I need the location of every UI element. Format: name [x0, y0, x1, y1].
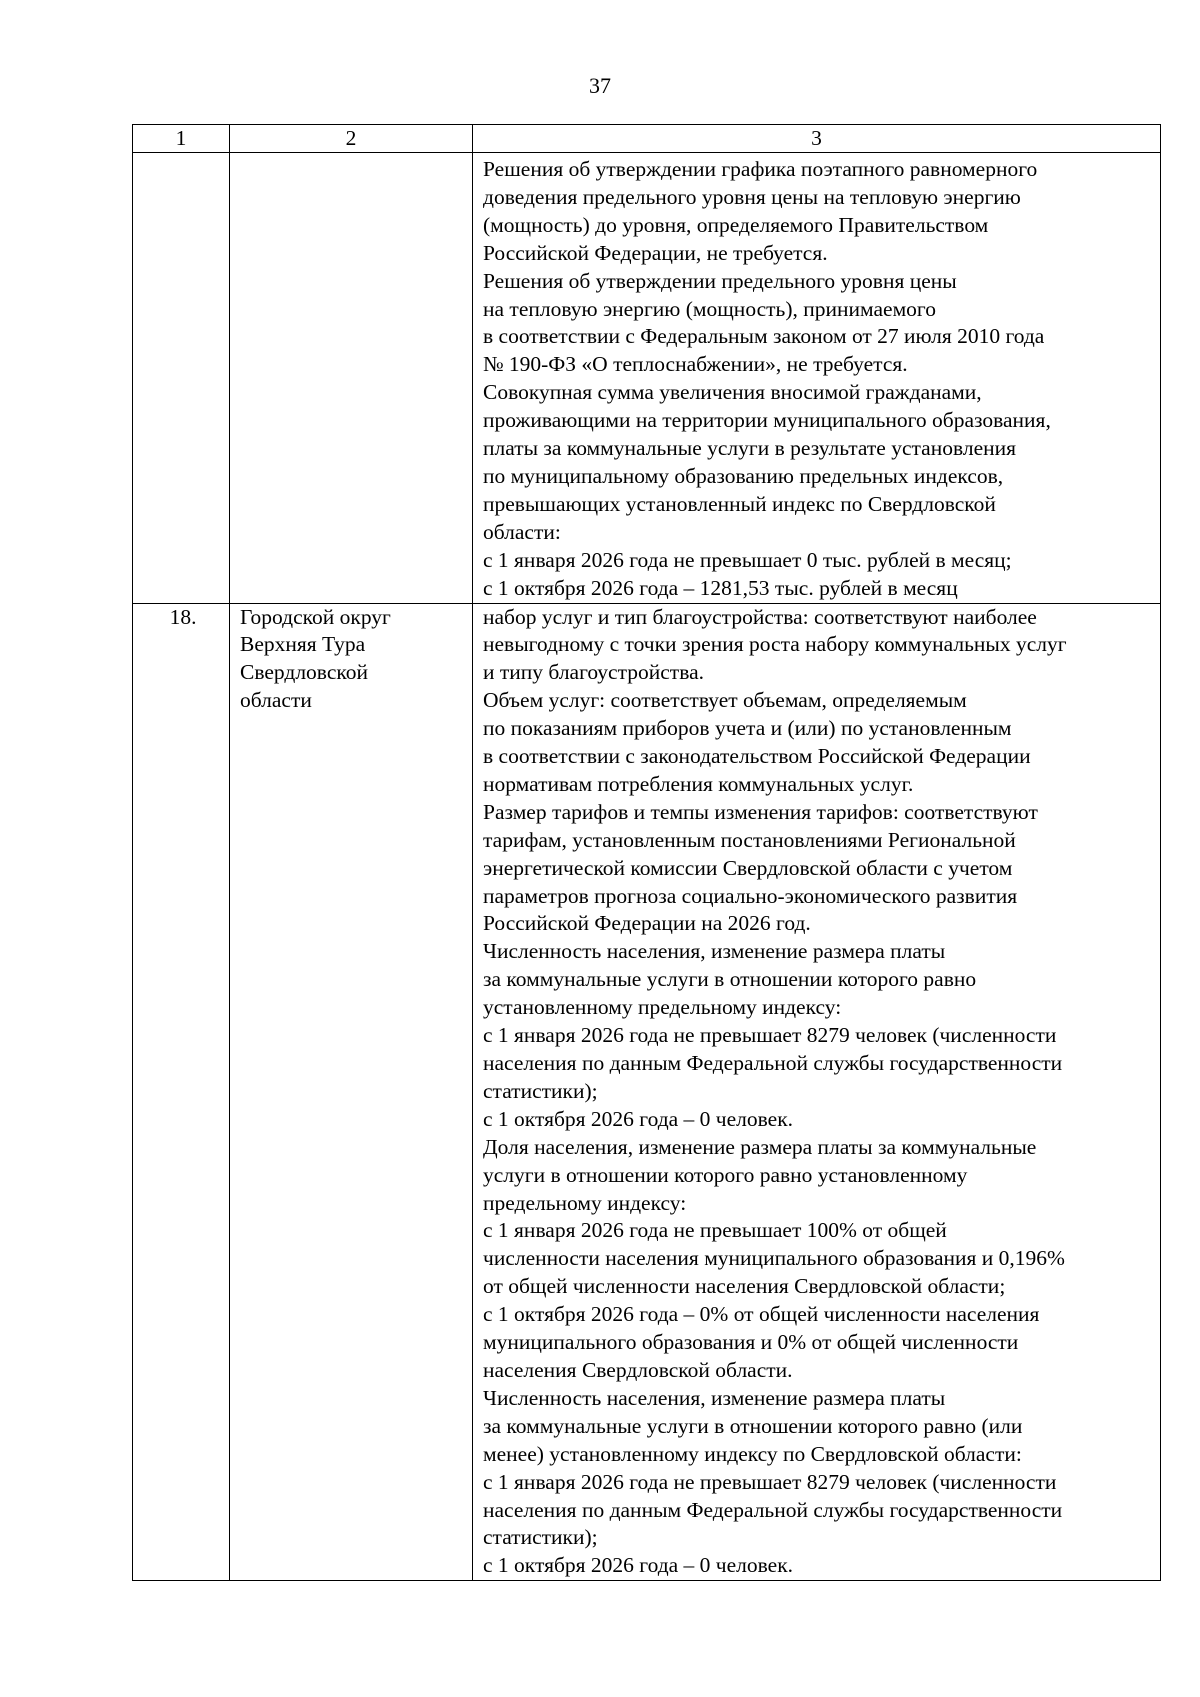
- description-line: области:: [483, 519, 561, 544]
- description-line: населения Свердловской области.: [483, 1357, 793, 1382]
- description-line: услуги в отношении которого равно установленному: [483, 1162, 968, 1187]
- page-number: 37: [589, 73, 611, 98]
- description-line: нормативам потребления коммунальных услуг.: [483, 771, 914, 796]
- column-header-2: 2: [230, 125, 473, 153]
- municipality-cell: [230, 153, 473, 604]
- description-cell: [473, 603, 1161, 1581]
- description-line: муниципального образования и 0% от общей численности: [483, 1330, 1019, 1355]
- description-line: в соответствии с законодательством Российской Федерации: [483, 744, 1031, 769]
- description-line: от общей численности населения Свердловской области;: [483, 1274, 1006, 1299]
- description-line: Размер тарифов и темпы изменения тарифов: соответствуют: [483, 799, 1038, 824]
- column-header-3: 3: [473, 125, 1161, 153]
- description-line: установленному предельному индексу:: [483, 995, 842, 1020]
- description-line: и типу благоустройства.: [483, 660, 704, 685]
- description-line: Доля населения, изменение размера платы за коммунальные: [483, 1134, 1037, 1159]
- description-line: с 1 января 2026 года не превышает 100% от общей: [483, 1218, 947, 1243]
- description-line: в соответствии с Федеральным законом от 27 июля 2010 года: [483, 324, 1045, 349]
- description-line: с 1 января 2026 года не превышает 8279 человек (численности: [483, 1469, 1057, 1494]
- description-line: Российской Федерации на 2026 год.: [483, 911, 811, 936]
- description-line: статистики);: [483, 1078, 598, 1103]
- description-line: по муниципальному образованию предельных индексов,: [483, 463, 1004, 488]
- column-header-1: 1: [133, 125, 230, 153]
- table-row: [133, 603, 1161, 1581]
- description-line: Совокупная сумма увеличения вносимой гражданами,: [483, 380, 982, 405]
- municipality-line: Свердловской: [240, 660, 368, 685]
- description-line: с 1 октября 2026 года – 0 человек.: [483, 1553, 794, 1578]
- description-line: по показаниям приборов учета и (или) по установленным: [483, 716, 1012, 741]
- description-line: платы за коммунальные услуги в результате установления: [483, 436, 1017, 461]
- description-line: Российской Федерации, не требуется.: [483, 240, 828, 265]
- description-line: на тепловую энергию (мощность), принимаемого: [483, 296, 936, 321]
- description-line: предельному индексу:: [483, 1190, 687, 1215]
- municipality-line: области: [240, 688, 312, 713]
- municipality-cell: [230, 603, 473, 1581]
- row-number-cell: [133, 153, 230, 604]
- description-line: с 1 октября 2026 года – 0% от общей численности населения: [483, 1302, 1040, 1327]
- description-line: превышающих установленный индекс по Свердловской: [483, 491, 996, 516]
- municipality-line: Городской округ: [240, 604, 391, 629]
- table-header-row: [133, 125, 1161, 153]
- municipality-line: Верхняя Тура: [240, 632, 366, 657]
- description-line: с 1 января 2026 года не превышает 0 тыс. рублей в месяц;: [483, 547, 1012, 572]
- description-line: населения по данным Федеральной службы государственности: [483, 1497, 1063, 1522]
- description-line: за коммунальные услуги в отношении которого равно: [483, 967, 977, 992]
- description-cell: [473, 153, 1161, 604]
- row-number-cell: 18.: [133, 603, 230, 1581]
- description-line: № 190-ФЗ «О теплоснабжении», не требуется.: [483, 352, 908, 377]
- description-line: Численность населения, изменение размера платы: [483, 939, 946, 964]
- description-line: с 1 октября 2026 года – 1281,53 тыс. рублей в месяц: [483, 575, 958, 600]
- description-line: тарифам, установленным постановлениями Региональной: [483, 827, 1016, 852]
- description-line: параметров прогноза социально-экономического развития: [483, 883, 1018, 908]
- description-line: Численность населения, изменение размера платы: [483, 1385, 946, 1410]
- description-line: Объем услуг: соответствует объемам, определяемым: [483, 688, 967, 713]
- description-line: набор услуг и тип благоустройства: соответствуют наиболее: [483, 604, 1037, 629]
- description-line: Решения об утверждении графика поэтапного равномерного: [483, 157, 1038, 181]
- description-line: Решения об утверждении предельного уровня цены: [483, 268, 957, 293]
- description-line: невыгодному с точки зрения роста набору коммунальных услуг: [483, 632, 1067, 657]
- description-line: доведения предельного уровня цены на тепловую энергию: [483, 184, 1021, 209]
- description-line: населения по данным Федеральной службы государственности: [483, 1051, 1063, 1075]
- description-line: (мощность) до уровня, определяемого Правительством: [483, 212, 989, 237]
- description-line: статистики);: [483, 1525, 598, 1550]
- table-row: [133, 153, 1161, 604]
- description-line: численности населения муниципального образования и 0,196%: [483, 1246, 1065, 1271]
- description-line: энергетической комиссии Свердловской области с учетом: [483, 855, 1013, 880]
- data-table: [132, 124, 1161, 1581]
- description-line: проживающими на территории муниципального образования,: [483, 408, 1051, 433]
- description-line: с 1 января 2026 года не превышает 8279 человек (численности: [483, 1023, 1057, 1048]
- description-line: за коммунальные услуги в отношении которого равно (или: [483, 1413, 1023, 1438]
- description-line: с 1 октября 2026 года – 0 человек.: [483, 1106, 794, 1131]
- description-line: менее) установленному индексу по Свердловской области:: [483, 1441, 1022, 1466]
